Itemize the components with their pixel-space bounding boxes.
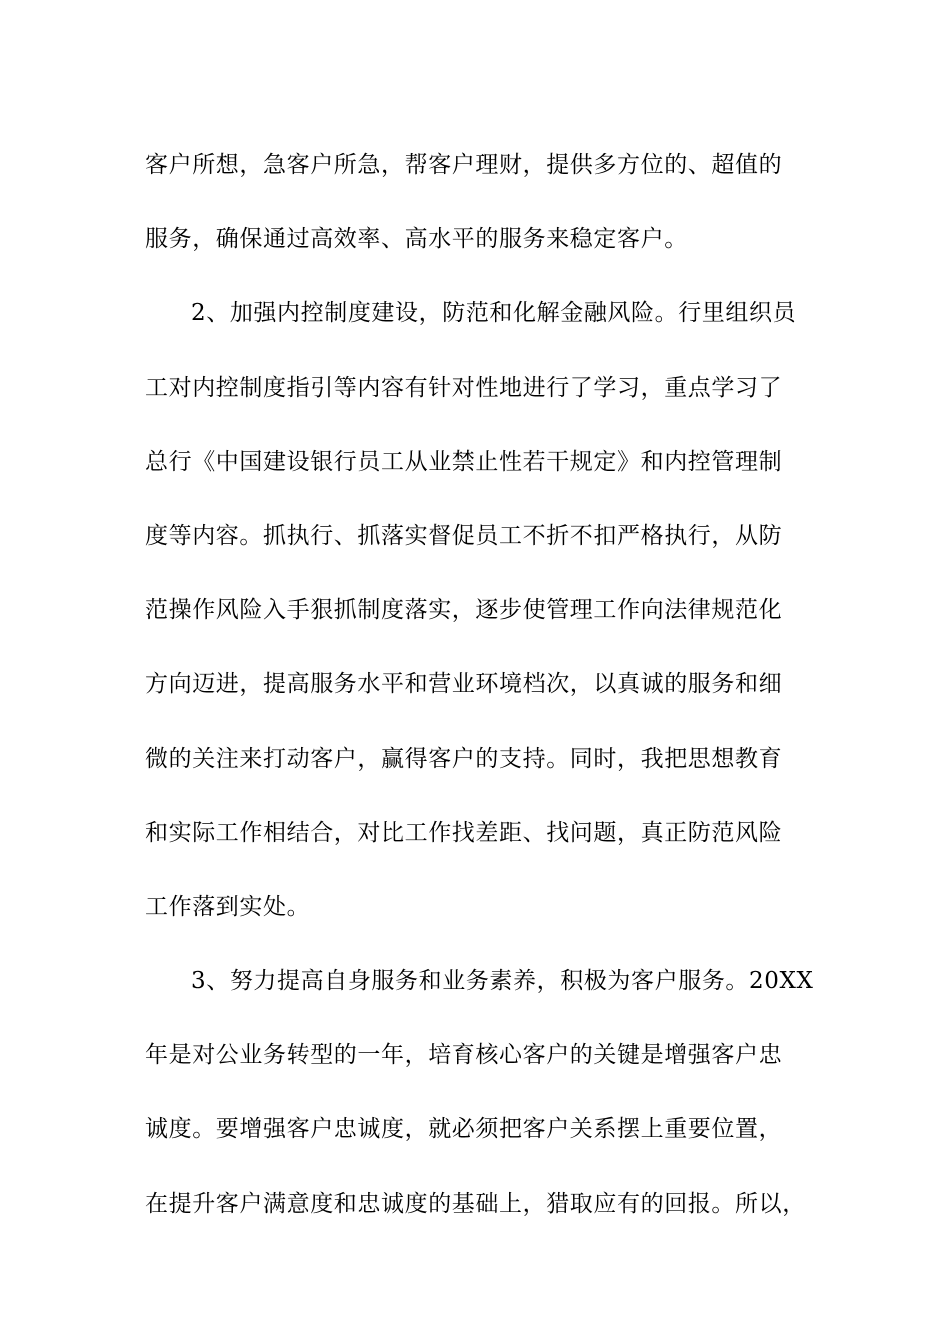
text-line: 服务，确保通过高效率、高水平的服务来稳定客户。 — [145, 226, 688, 253]
text-line: 诚度。要增强客户忠诚度，就必须把客户关系摆上重要位置， — [145, 1116, 783, 1143]
text-line: 方向迈进，提高服务水平和营业环境档次，以真诚的服务和细 — [145, 671, 783, 698]
text-line: 范操作风险入手狠抓制度落实，逐步使管理工作向法律规范化 — [145, 597, 783, 624]
text-line: 和实际工作相结合，对比工作找差距、找问题，真正防范风险 — [145, 819, 783, 846]
text-line: 年是对公业务转型的一年，培育核心客户的关键是增强客户忠 — [145, 1042, 783, 1069]
text-line: 工作落到实处。 — [145, 893, 311, 920]
text-line: 客户所想，急客户所急，帮客户理财，提供多方位的、超值的 — [145, 152, 783, 178]
text-line: 微的关注来打动客户，赢得客户的支持。同时，我把思想教育 — [145, 745, 783, 772]
body-text — [145, 128, 835, 1241]
text-line: 总行《中国建设银行员工从业禁止性若干规定》和内控管理制 — [145, 448, 783, 475]
text-line: 度等内容。抓执行、抓落实督促员工不折不扣严格执行，从防 — [145, 522, 783, 549]
text-line: 在提升客户满意度和忠诚度的基础上，猎取应有的回报。所以， — [145, 1190, 806, 1217]
text-line: 工对内控制度指引等内容有针对性地进行了学习，重点学习了 — [145, 374, 783, 401]
paragraph-start-line: 2、加强内控制度建设，防范和化解金融风险。行里组织员 — [191, 300, 797, 327]
paragraph-start-line: 3、努力提高自身服务和业务素养，积极为客户服务。20XX — [191, 968, 814, 995]
